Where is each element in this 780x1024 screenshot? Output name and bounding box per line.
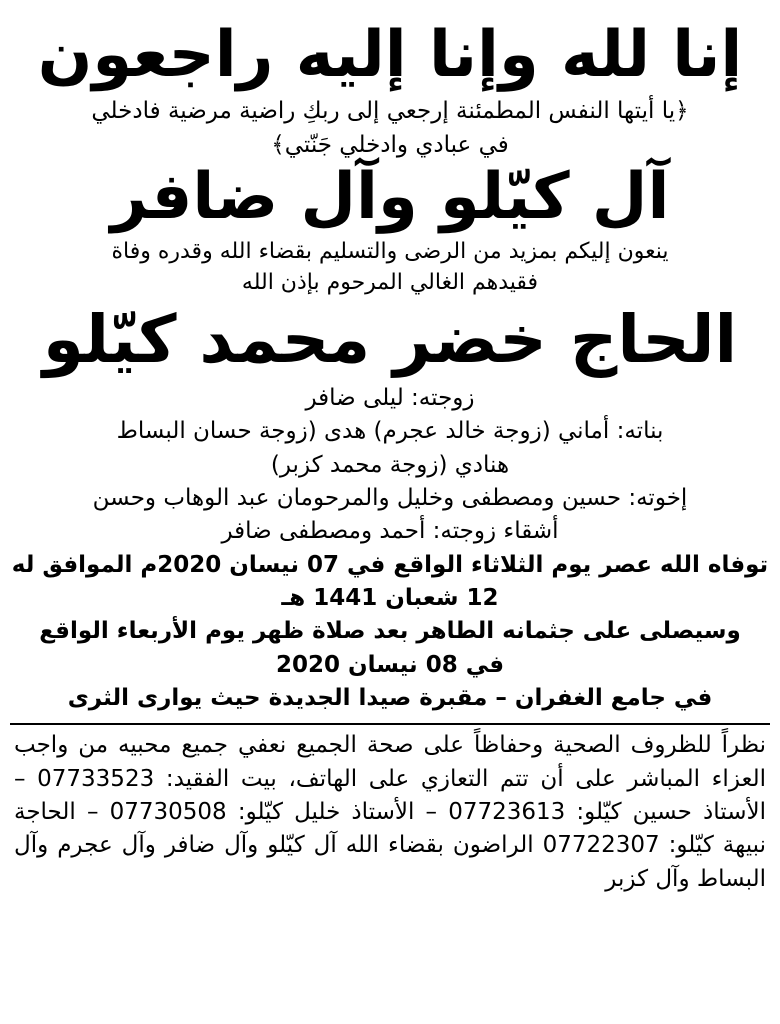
daughters-line-1: بناته: أماني (زوجة خالد عجرم) هدى (زوجة حسان البساط	[116, 418, 664, 445]
death-section	[10, 549, 770, 616]
death-line-1: توفاه الله عصر يوم الثلاثاء الواقع في 07 نيسان 2020م الموافق له	[11, 551, 769, 578]
relatives-section	[10, 382, 770, 549]
wife-line: زوجته: ليلى ضافر	[305, 384, 475, 411]
divider	[10, 723, 770, 725]
verse-line-1: ﴿يا أيتها النفس المطمئنة إرجعي إلى ربكِ راضية مرضية فادخلي	[91, 98, 689, 125]
main-heading: إنا لله وإنا إليه راجعون	[37, 18, 743, 92]
funeral-section	[10, 615, 770, 715]
funeral-line-3: في جامع الغفران – مقبرة صيدا الجديدة حيث يوارى الثرى	[67, 685, 713, 712]
family-heading: آل كيّلو وآل ضافر	[110, 159, 670, 234]
verse-line-2: في عبادي وادخلي جَنّتي﴾	[271, 131, 509, 158]
funeral-line-2: في 08 نيسان 2020	[275, 651, 505, 678]
intro-line-2: فقيدهم الغالي المرحوم بإذن الله	[241, 269, 539, 295]
funeral-line-1: وسيصلى على جثمانه الطاهر بعد صلاة ظهر يوم الأربعاء الواقع	[39, 618, 741, 645]
deceased-name: الحاج خضر محمد كيّلو	[42, 300, 738, 378]
wife-brothers-line: أشقاء زوجته: أحمد ومصطفى ضافر	[221, 518, 559, 545]
quran-verse	[10, 95, 770, 162]
death-line-2: 12 شعبان 1441 هـ	[281, 585, 499, 612]
announcement-intro	[10, 237, 770, 299]
intro-line-1: ينعون إليكم بمزيد من الرضى والتسليم بقضاء الله وقدره وفاة	[111, 239, 669, 265]
daughters-line-2: هنادي (زوجة محمد كزبر)	[270, 451, 510, 478]
condolence-notice: نظراً للظروف الصحية وحفاظاً على صحة الجميع نعفي جميع محبيه من واجب العزاء المباشر على أن تتم التعازي على الهاتف، بيت الفقيد: 07733523 – الأستاذ حسين كيّلو: 07723613 – الأستاذ خليل كيّلو: 07730508 – الحاجة نبيهة كيّلو: 07722307 الراضون بقضاء الله آل كيّلو وآل ضافر وآل عجرم وآل البساط وآل كزبر	[14, 732, 766, 892]
brothers-line: إخوته: حسين ومصطفى وخليل والمرحومان عبد الوهاب وحسن	[92, 484, 688, 511]
